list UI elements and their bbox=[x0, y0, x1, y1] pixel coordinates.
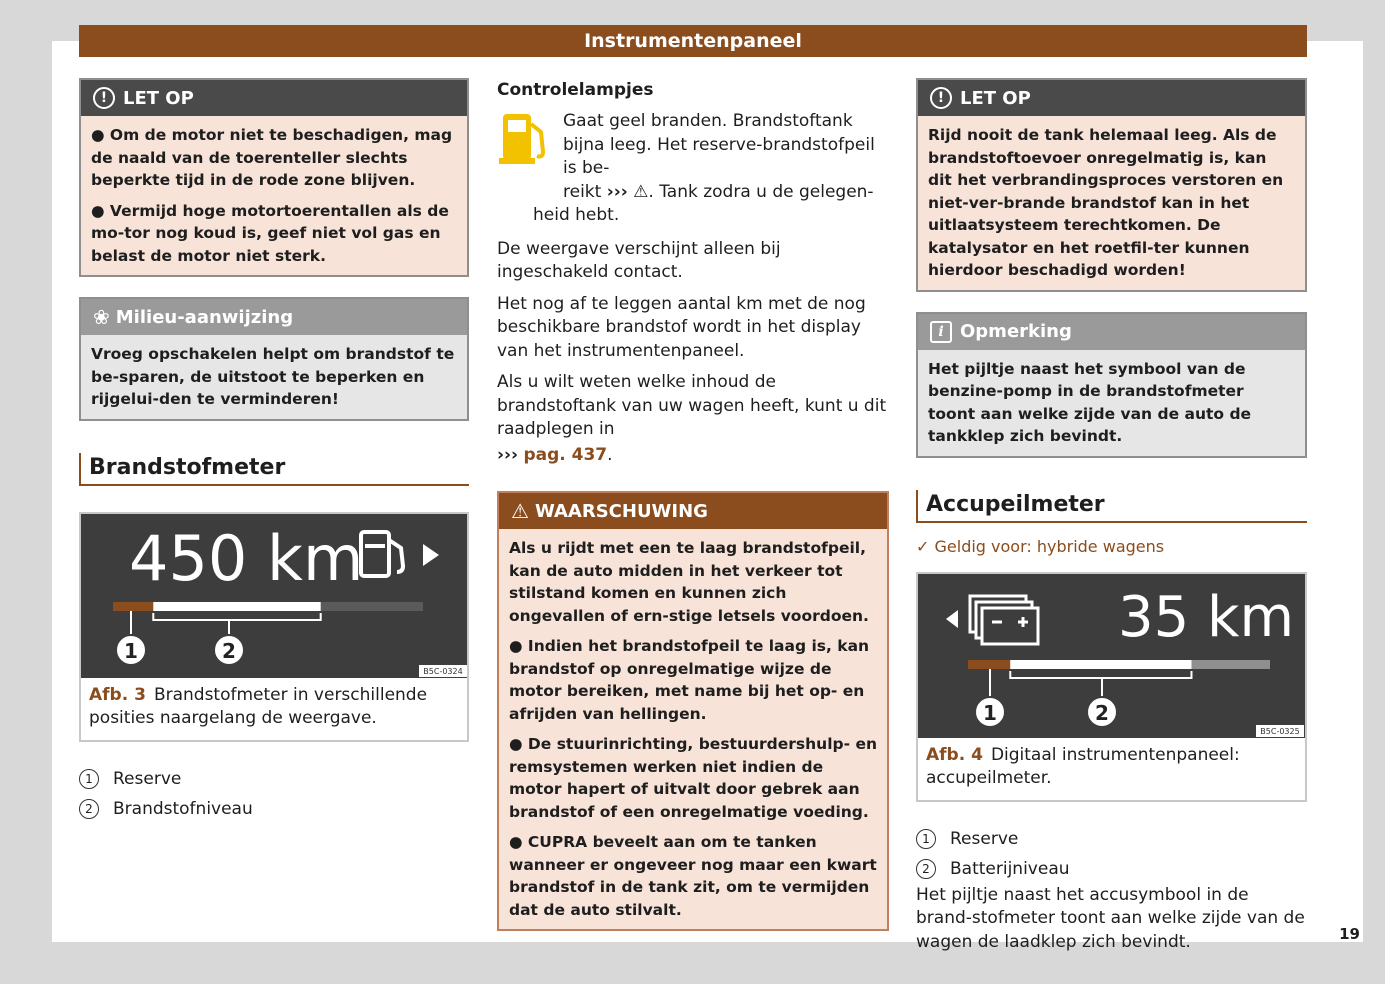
battery-range-value: 35 km bbox=[1118, 584, 1295, 650]
fuel-bar-reserve bbox=[113, 602, 153, 611]
figure-caption-text: Digitaal instrumentenpaneel: accupeilmeter. bbox=[926, 744, 1240, 788]
warning-item: ● CUPRA beveelt aan om te tanken wanneer er ongeveer nog maar een kwart brandstof in de tank zit, om te vermijden dat de auto stilvalt. bbox=[509, 833, 877, 919]
lamp-text-2b: ⚠. Tank zodra u de gelegen- bbox=[627, 181, 874, 202]
callout-1-label: 1 bbox=[983, 700, 997, 725]
column-left bbox=[79, 78, 469, 824]
opmerking-header bbox=[918, 314, 1305, 350]
opmerking-box bbox=[916, 312, 1307, 458]
paragraph: Als u wilt weten welke inhoud de brandstoftank van uw wagen heeft, kunt u dit raadplegen in bbox=[497, 372, 887, 439]
figure-number: Afb. 3 bbox=[89, 684, 146, 705]
warning-circle-icon: ! bbox=[93, 87, 115, 109]
figure-code: B5C-0325 bbox=[1260, 726, 1300, 736]
fuel-range-value: 450 km bbox=[129, 521, 364, 595]
chapter-header: Instrumentenpaneel bbox=[79, 25, 1307, 57]
milieu-box bbox=[79, 297, 469, 421]
letop-body: Rijd nooit de tank helemaal leeg. Als de brandstoftoevoer onregelmatig is, kan dit het verbrandingsproces verstoren en niet-ver-brande brandstof kan in het uitlaatsysteem terechtkomen. De katalysator en het roetfil-ter kunnen hierdoor beschadigd worden! bbox=[918, 116, 1305, 290]
fuel-lamp-icon bbox=[497, 110, 557, 166]
column-middle bbox=[497, 78, 889, 951]
milieu-title: Milieu-aanwijzing bbox=[115, 306, 294, 328]
figure-fuel-gauge bbox=[79, 512, 469, 742]
fuel-bar-level bbox=[153, 602, 320, 611]
paragraph: De weergave verschijnt alleen bij ingeschakeld contact. bbox=[497, 238, 781, 282]
fuel-display bbox=[81, 514, 467, 678]
legend-item bbox=[79, 764, 469, 794]
legend-label: Batterijniveau bbox=[950, 858, 1070, 879]
warning-item: ● De stuurinrichting, bestuurdershulp- en remsystemen werken niet indien de motor hapert of uitvalt door gebrek aan brandstof of een onregelmatige voeding. bbox=[509, 735, 877, 821]
legend-item bbox=[79, 794, 469, 824]
legend-label: Reserve bbox=[950, 828, 1019, 849]
battery-level-bracket bbox=[1010, 671, 1191, 678]
letop-box-2 bbox=[916, 78, 1307, 292]
warning-triangle-icon: ⚠ bbox=[511, 499, 529, 523]
fuel-level-bracket bbox=[153, 613, 320, 620]
crossref-arrows-icon: ››› bbox=[606, 181, 628, 202]
figure-code: B5C-0324 bbox=[423, 666, 463, 676]
figure-caption-text: Brandstofmeter in verschillende posities naargelang de weergave. bbox=[89, 684, 428, 728]
warning-circle-icon: ! bbox=[930, 87, 952, 109]
figure-caption bbox=[81, 678, 467, 740]
crossref-arrows-icon: ››› bbox=[497, 444, 519, 465]
legend-item bbox=[916, 854, 1307, 884]
page-link[interactable]: pag. 437 bbox=[523, 444, 608, 465]
validity-text: Geldig voor: hybride wagens bbox=[934, 536, 1165, 556]
callout-2-label: 2 bbox=[1095, 700, 1109, 725]
callout-2-label: 2 bbox=[222, 638, 236, 663]
subtitle-controlelampjes: Controlelampjes bbox=[497, 80, 654, 100]
legend-number: 1 bbox=[916, 829, 936, 849]
flower-icon: ❀ bbox=[93, 305, 110, 329]
letop-body bbox=[81, 116, 467, 275]
check-icon: ✓ bbox=[916, 536, 930, 556]
page-number: 19 bbox=[1339, 925, 1360, 943]
page-link-end: . bbox=[607, 444, 613, 465]
opmerking-body: Het pijltje naast het symbool van de benzine-pomp in de brandstofmeter toont aan welke zijde van de auto de tankklep zich bevindt. bbox=[918, 350, 1305, 456]
section-title-brandstofmeter: Brandstofmeter bbox=[79, 453, 469, 486]
validity-note bbox=[916, 537, 1307, 556]
warning-body bbox=[499, 529, 887, 929]
figure-number: Afb. 4 bbox=[926, 744, 983, 765]
info-icon: i bbox=[930, 321, 952, 343]
lamp-row bbox=[497, 110, 889, 181]
figure-battery-gauge bbox=[916, 572, 1307, 802]
letop-item: ● Om de motor niet te beschadigen, mag de naald van de toerenteller slechts beperkte tijd in de rode zone blijven. bbox=[91, 126, 453, 189]
fuel-side-arrow-icon bbox=[423, 544, 439, 566]
milieu-header bbox=[81, 299, 467, 335]
figure-caption bbox=[918, 738, 1305, 800]
legend-number: 2 bbox=[79, 799, 99, 819]
page-reference[interactable] bbox=[497, 444, 889, 468]
warning-header bbox=[499, 493, 887, 529]
battery-display bbox=[918, 574, 1305, 738]
battery-side-arrow-icon bbox=[946, 610, 958, 628]
closing-paragraph: Het pijltje naast het accusymbool in de brand-stofmeter toont aan welke zijde van de wagen de laadklep zich bevindt. bbox=[916, 884, 1305, 952]
opmerking-title: Opmerking bbox=[960, 321, 1072, 342]
warning-title: WAARSCHUWING bbox=[534, 500, 708, 522]
lamp-text-3: heid hebt. bbox=[533, 205, 620, 225]
legend-number: 2 bbox=[916, 859, 936, 879]
fuel-display-graphic bbox=[81, 514, 467, 678]
milieu-body: Vroeg opschakelen helpt om brandstof te be-sparen, de uitstoot te beperken en rijgelui-den te verminderen! bbox=[81, 335, 467, 419]
callout-1-label: 1 bbox=[124, 638, 138, 663]
battery-bar-level bbox=[1010, 660, 1191, 669]
lamp-text-2a: reikt bbox=[563, 181, 607, 202]
battery-icon bbox=[970, 596, 1038, 644]
letop-title: LET OP bbox=[123, 87, 194, 109]
battery-display-graphic bbox=[918, 574, 1305, 738]
letop-header bbox=[81, 80, 467, 116]
column-right bbox=[916, 78, 1307, 954]
lamp-text-1: Gaat geel branden. Brandstoftank bijna leeg. Het reserve-brandstofpeil is be- bbox=[563, 111, 875, 178]
battery-bar-reserve bbox=[968, 660, 1010, 669]
legend-number: 1 bbox=[79, 769, 99, 789]
section-title-accupeilmeter: Accupeilmeter bbox=[916, 490, 1307, 523]
warning-item: Als u rijdt met een te laag brandstofpeil, kan de auto midden in het verkeer tot stilstand komen en kunnen zich ongevallen of ern-stige letsels voordoen. bbox=[509, 539, 869, 625]
letop-item: ● Vermijd hoge motortoerentallen als de mo-tor nog koud is, geef niet vol gas en belast de motor niet sterk. bbox=[91, 201, 449, 265]
paragraph: Het nog af te leggen aantal km met de nog beschikbare brandstof wordt in het display van het instrumentenpaneel. bbox=[497, 293, 866, 361]
legend-label: Brandstofniveau bbox=[113, 798, 253, 819]
warning-box bbox=[497, 491, 889, 931]
letop-header bbox=[918, 80, 1305, 116]
fuel-pump-icon bbox=[361, 532, 403, 576]
legend-item bbox=[916, 824, 1307, 854]
lamp-text-2 bbox=[497, 181, 889, 205]
legend-label: Reserve bbox=[113, 768, 182, 789]
lamp-description bbox=[497, 110, 889, 467]
letop-title: LET OP bbox=[960, 87, 1031, 109]
letop-box bbox=[79, 78, 469, 277]
warning-item: ● Indien het brandstofpeil te laag is, kan brandstof op onregelmatige wijze de motor bereiken, met name bij het op- en afrijden van hellingen. bbox=[509, 637, 870, 723]
